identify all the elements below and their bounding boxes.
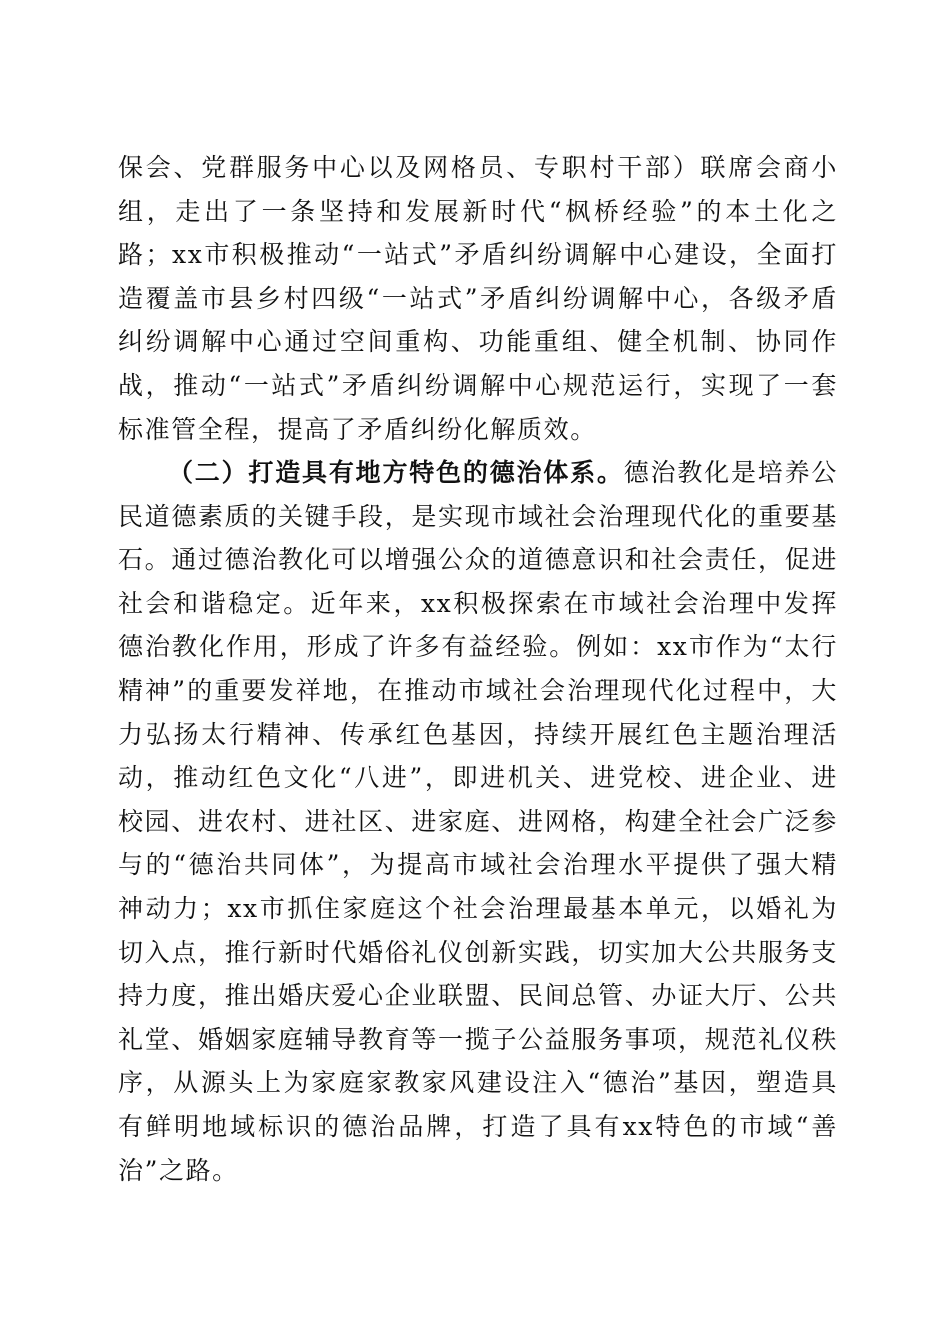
body-paragraph-1: 保会、党群服务中心以及网格员、专职村干部）联席会商小组，走出了一条坚持和发展新时代“枫桥经验”的本土化之路；xx市积极推动“一站式”矛盾纠纷调解中心建设，全面打造覆盖市县乡村四级“一站式”矛盾纠纷调解中心，各级矛盾纠纷调解中心通过空间重构、功能重组、健全机制、协同作战，推动“一站式”矛盾纠纷调解中心规范运行，实现了一套标准管全程，提高了矛盾纠纷化解质效。 <box>118 153 838 444</box>
section-heading-2: （二）打造具有地方特色的德治体系。 <box>168 458 624 487</box>
body-paragraph-2 <box>118 451 838 1192</box>
section-body-2: 德治教化是培养公民道德素质的关键手段，是实现市域社会治理现代化的重要基石。通过德治教化可以增强公众的道德意识和社会责任，促进社会和谐稳定。近年来，xx积极探索在市域社会治理中发挥德治教化作用，形成了许多有益经验。例如：xx市作为“太行精神”的重要发祥地，在推动市域社会治理现代化过程中，大力弘扬太行精神、传承红色基因，持续开展红色主题治理活动，推动红色文化“八进”，即进机关、进党校、进企业、进校园、进农村、进社区、进家庭、进网格，构建全社会广泛参与的“德治共同体”，为提高市域社会治理水平提供了强大精神动力；xx市抓住家庭这个社会治理最基本单元，以婚礼为切入点，推行新时代婚俗礼仪创新实践，切实加大公共服务支持力度，推出婚庆爱心企业联盟、民间总管、办证大厅、公共礼堂、婚姻家庭辅导教育等一揽子公益服务事项，规范礼仪秩序，从源头上为家庭家教家风建设注入“德治”基因，塑造具有鲜明地域标识的德治品牌，打造了具有xx特色的市域“善治”之路。 <box>118 458 838 1185</box>
